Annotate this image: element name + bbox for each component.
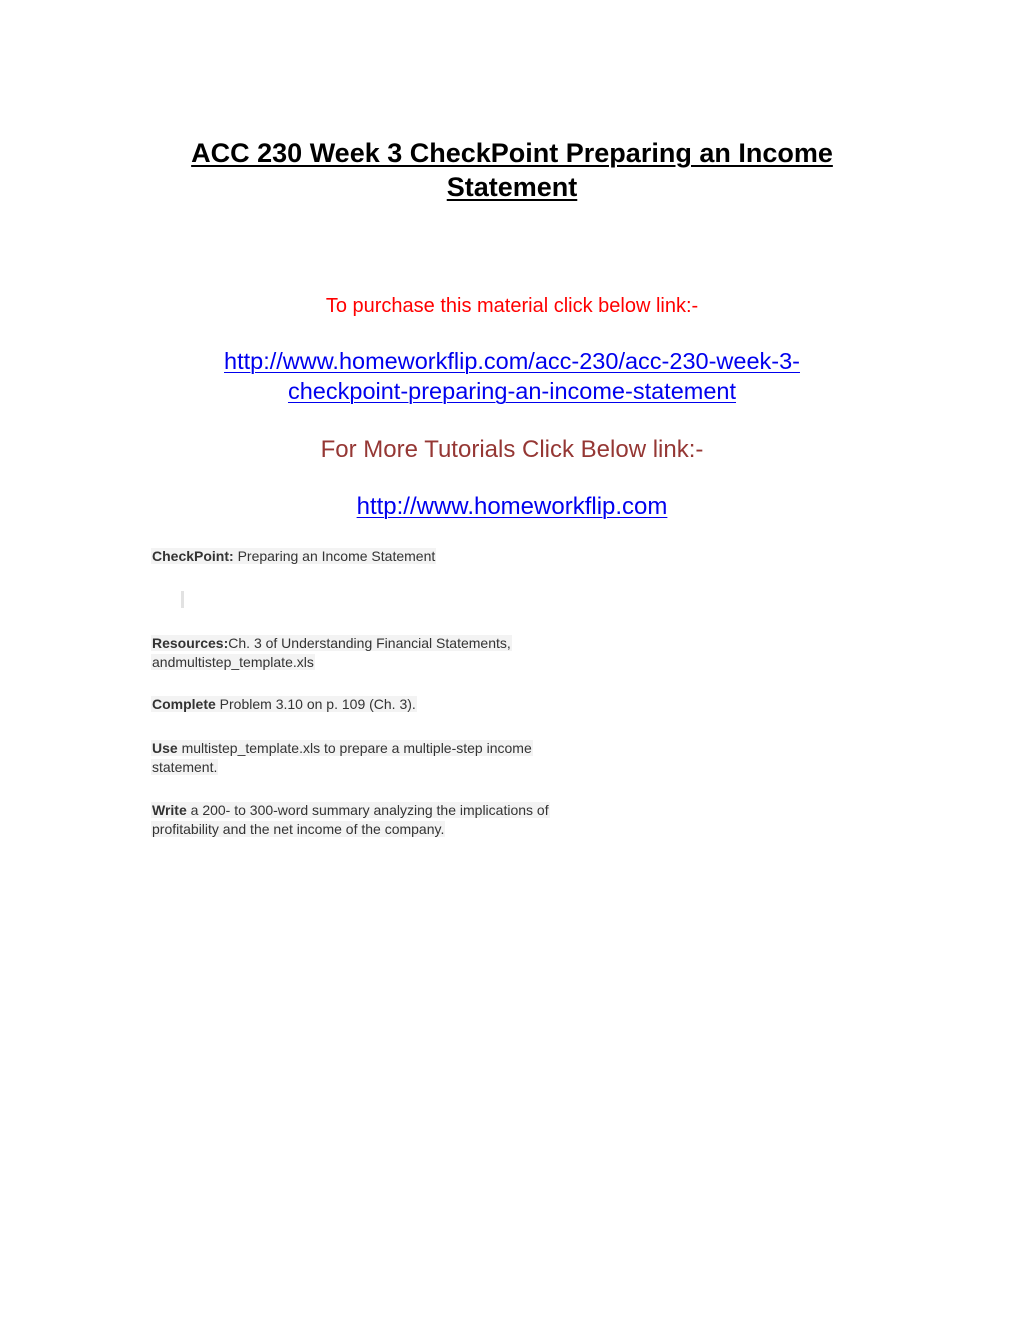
resources-text-1: Ch. 3 of Understanding Financial Statements,: [228, 635, 511, 651]
title-line-1: ACC 230 Week 3 CheckPoint Preparing an Income: [191, 138, 833, 168]
write-line-1: [151, 802, 550, 818]
resources-label: Resources:: [152, 635, 229, 651]
use-label: Use: [152, 740, 178, 756]
write-label: Write: [152, 802, 187, 818]
checkpoint-label: CheckPoint:: [152, 548, 234, 564]
title-line-2: Statement: [446, 172, 578, 202]
checkpoint-text: Preparing an Income Statement: [233, 548, 436, 564]
complete-label: Complete: [152, 696, 216, 712]
purchase-instruction: To purchase this material click below link:-: [325, 295, 699, 317]
complete-paragraph: [151, 695, 621, 714]
use-paragraph: [151, 739, 621, 776]
write-paragraph: [151, 801, 631, 838]
home-link[interactable]: http://www.homeworkflip.com: [356, 493, 668, 520]
more-tutorials-text: For More Tutorials Click Below link:-: [320, 436, 704, 463]
write-text-2: profitability and the net income of the company.: [152, 820, 445, 837]
home-link-wrapper[interactable]: [0, 492, 1024, 522]
use-text-2: statement.: [152, 758, 218, 775]
checkpoint-line: [151, 548, 436, 564]
page-title: [100, 136, 924, 204]
purchase-link-line-1[interactable]: http://www.homeworkflip.com/acc-230/acc-230-week-3-: [224, 348, 800, 374]
complete-line: [151, 696, 417, 712]
resources-text-2: andmultistep_template.xls: [152, 653, 314, 670]
complete-text: Problem 3.10 on p. 109 (Ch. 3).: [215, 696, 416, 712]
resources-paragraph: [151, 634, 621, 671]
use-line-1: [151, 740, 533, 756]
write-text-1: a 200- to 300-word summary analyzing the implications of: [186, 802, 549, 818]
purchase-link-line-2[interactable]: checkpoint-preparing-an-income-statement: [287, 378, 737, 404]
resources-line-1: [151, 635, 512, 651]
checkpoint-paragraph: [151, 547, 621, 566]
use-text-1: multistep_template.xls to prepare a multiple-step income: [177, 740, 532, 756]
text-cursor-mark: [181, 591, 184, 608]
purchase-link[interactable]: [150, 346, 874, 406]
